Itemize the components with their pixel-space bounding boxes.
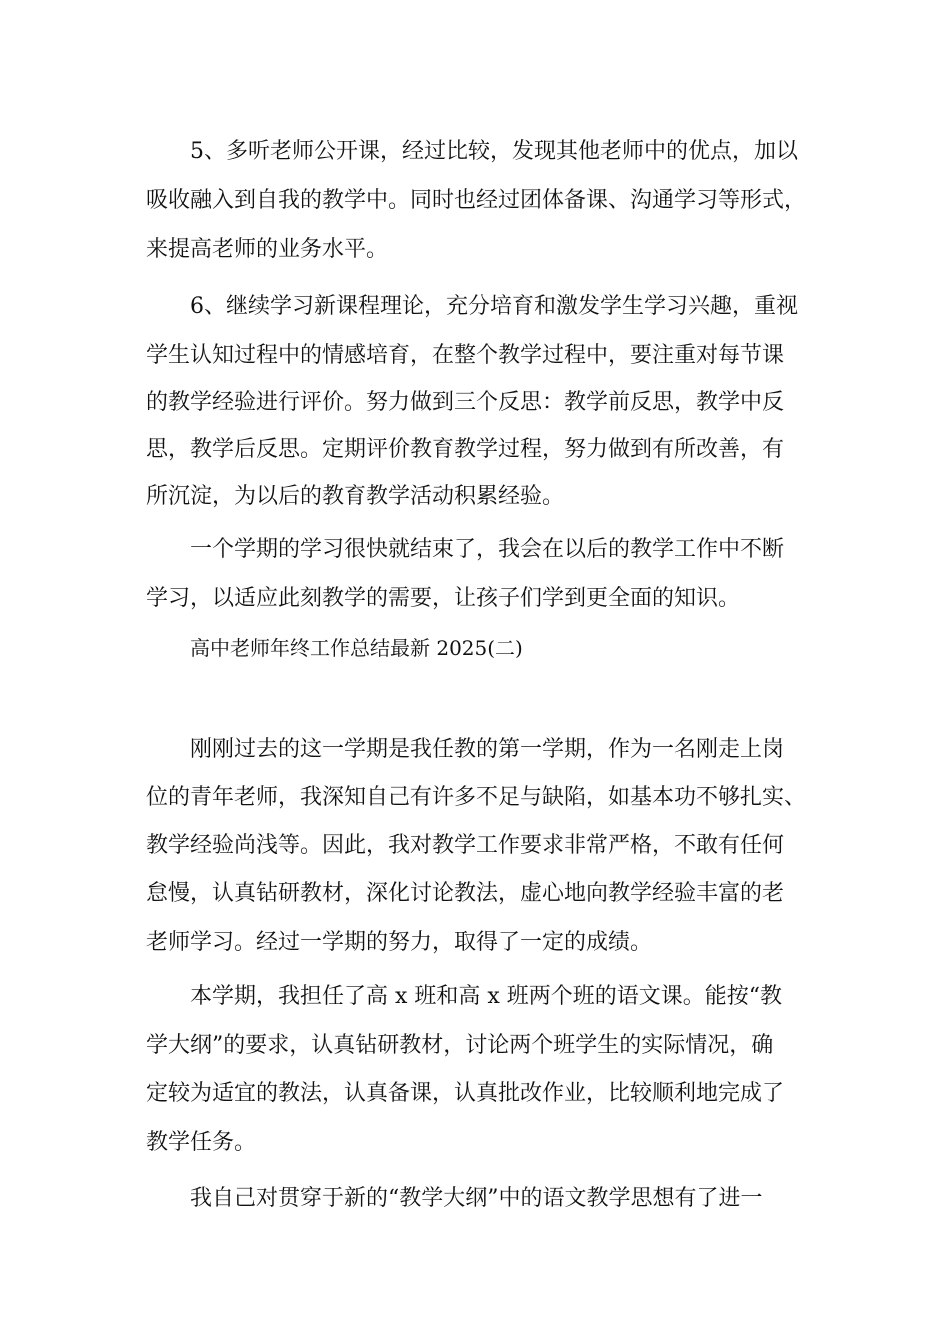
paragraph-line: 教学任务。 [146, 1130, 257, 1155]
paragraph-line: 位的青年老师，我深知自己有许多不足与缺陷，如基本功不够扎实、 [146, 785, 807, 810]
paragraph-line: 的教学经验进行评价。努力做到三个反思：教学前反思，教学中反 [146, 390, 785, 415]
paragraph-line: 刚刚过去的这一学期是我任教的第一学期，作为一名刚走上岗 [190, 737, 785, 762]
paragraph-line: 5、多听老师公开课，经过比较，发现其他老师中的优点，加以 [190, 139, 798, 164]
paragraph-line: 来提高老师的业务水平。 [146, 237, 389, 262]
paragraph-line: 一个学期的学习很快就结束了，我会在以后的教学工作中不断 [190, 537, 785, 562]
paragraph-line: 思，教学后反思。定期评价教育教学过程，努力做到有所改善，有 [146, 437, 785, 462]
section-title: 高中老师年终工作总结最新 2025(二) [190, 636, 523, 660]
paragraph-line: 学生认知过程中的情感培育，在整个教学过程中，要注重对每节课 [146, 343, 785, 368]
paragraph-line: 6、继续学习新课程理论，充分培育和激发学生学习兴趣，重视 [190, 294, 798, 319]
paragraph-line: 所沉淀，为以后的教育教学活动积累经验。 [146, 484, 565, 509]
paragraph-line: 定较为适宜的教法，认真备课，认真批改作业，比较顺利地完成了 [146, 1081, 785, 1106]
paragraph-line: 吸收融入到自我的教学中。同时也经过团体备课、沟通学习等形式， [146, 188, 807, 213]
paragraph-line: 学大纲”的要求，认真钻研教材，讨论两个班学生的实际情况，确 [146, 1033, 774, 1058]
paragraph-line: 本学期，我担任了高 x 班和高 x 班两个班的语文课。能按“教 [190, 984, 783, 1009]
paragraph-line: 老师学习。经过一学期的努力，取得了一定的成绩。 [146, 930, 653, 955]
paragraph-line: 学习，以适应此刻教学的需要，让孩子们学到更全面的知识。 [146, 586, 741, 611]
paragraph-line: 我自己对贯穿于新的“教学大纲”中的语文教学思想有了进一 [190, 1186, 763, 1211]
paragraph-line: 教学经验尚浅等。因此，我对教学工作要求非常严格，不敢有任何 [146, 833, 785, 858]
paragraph-line: 怠慢，认真钻研教材，深化讨论教法，虚心地向教学经验丰富的老 [146, 881, 785, 906]
